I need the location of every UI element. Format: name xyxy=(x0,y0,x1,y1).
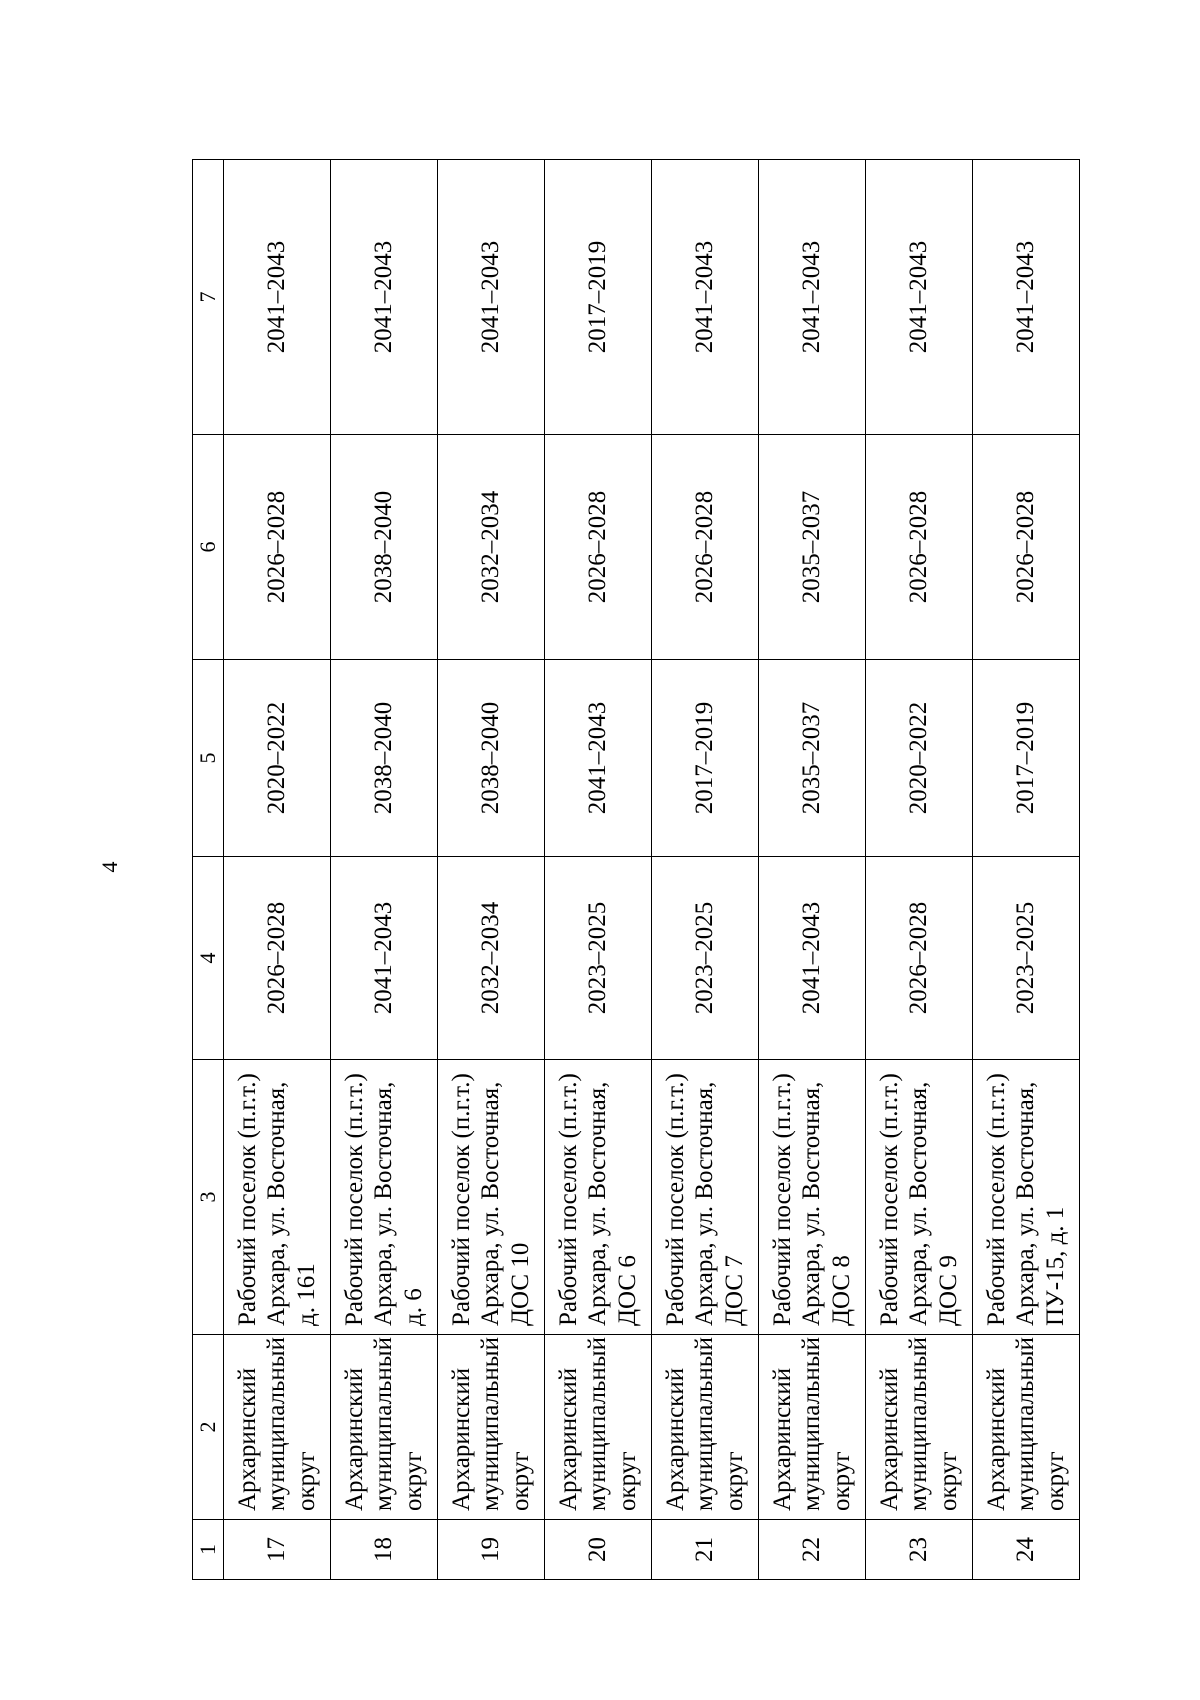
period-cell-7: 2041–2043 xyxy=(865,160,972,435)
period-cell-7: 2041–2043 xyxy=(972,160,1079,435)
period-cell-7: 2041–2043 xyxy=(223,160,330,435)
period-cell-6: 2035–2037 xyxy=(758,435,865,660)
period-cell-6: 2038–2040 xyxy=(330,435,437,660)
period-cell-5: 2017–2019 xyxy=(972,660,1079,857)
address-cell: Рабочий поселок (п.г.т.) Архара, ул. Восточная, д. 6 xyxy=(330,1060,437,1335)
period-cell-5: 2038–2040 xyxy=(330,660,437,857)
column-header-3: 3 xyxy=(193,1060,224,1335)
address-cell: Рабочий поселок (п.г.т.) Архара, ул. Восточная, ДОС 6 xyxy=(544,1060,651,1335)
row-number: 24 xyxy=(972,1520,1079,1580)
table-row xyxy=(437,160,544,1580)
period-cell-6: 2026–2028 xyxy=(223,435,330,660)
row-number: 18 xyxy=(330,1520,437,1580)
period-cell-6: 2026–2028 xyxy=(865,435,972,660)
period-cell-6: 2026–2028 xyxy=(972,435,1079,660)
period-cell-4: 2041–2043 xyxy=(758,857,865,1060)
table-container xyxy=(192,160,1112,1580)
period-cell-5: 2038–2040 xyxy=(437,660,544,857)
row-number: 22 xyxy=(758,1520,865,1580)
period-cell-5: 2017–2019 xyxy=(651,660,758,857)
address-cell: Рабочий поселок (п.г.т.) Архара, ул. Восточная, ДОС 9 xyxy=(865,1060,972,1335)
address-cell: Рабочий поселок (п.г.т.) Архара, ул. Восточная, ПУ-15, д. 1 xyxy=(972,1060,1079,1335)
period-cell-4: 2041–2043 xyxy=(330,857,437,1060)
column-header-1: 1 xyxy=(193,1520,224,1580)
column-header-7: 7 xyxy=(193,160,224,435)
period-cell-4: 2026–2028 xyxy=(865,857,972,1060)
address-cell: Рабочий поселок (п.г.т.) Архара, ул. Восточная, ДОС 7 xyxy=(651,1060,758,1335)
address-cell: Рабочий поселок (п.г.т.) Архара, ул. Восточная, ДОС 8 xyxy=(758,1060,865,1335)
period-cell-5: 2020–2022 xyxy=(223,660,330,857)
district-cell: Архаринский муниципальный округ xyxy=(544,1335,651,1520)
column-header-5: 5 xyxy=(193,660,224,857)
district-cell: Архаринский муниципальный округ xyxy=(865,1335,972,1520)
period-cell-4: 2026–2028 xyxy=(223,857,330,1060)
period-cell-5: 2020–2022 xyxy=(865,660,972,857)
row-number: 23 xyxy=(865,1520,972,1580)
district-cell: Архаринский муниципальный округ xyxy=(972,1335,1079,1520)
table-row xyxy=(972,160,1079,1580)
table-row xyxy=(651,160,758,1580)
district-cell: Архаринский муниципальный округ xyxy=(758,1335,865,1520)
period-cell-6: 2032–2034 xyxy=(437,435,544,660)
column-header-2: 2 xyxy=(193,1335,224,1520)
period-cell-7: 2041–2043 xyxy=(330,160,437,435)
column-header-6: 6 xyxy=(193,435,224,660)
table-row xyxy=(223,160,330,1580)
period-cell-7: 2041–2043 xyxy=(758,160,865,435)
schedule-table xyxy=(192,159,1080,1580)
row-number: 17 xyxy=(223,1520,330,1580)
period-cell-5: 2035–2037 xyxy=(758,660,865,857)
row-number: 19 xyxy=(437,1520,544,1580)
period-cell-4: 2023–2025 xyxy=(544,857,651,1060)
column-header-4: 4 xyxy=(193,857,224,1060)
district-cell: Архаринский муниципальный округ xyxy=(330,1335,437,1520)
table-row xyxy=(330,160,437,1580)
district-cell: Архаринский муниципальный округ xyxy=(437,1335,544,1520)
district-cell: Архаринский муниципальный округ xyxy=(223,1335,330,1520)
period-cell-5: 2041–2043 xyxy=(544,660,651,857)
period-cell-6: 2026–2028 xyxy=(544,435,651,660)
row-number: 21 xyxy=(651,1520,758,1580)
period-cell-4: 2032–2034 xyxy=(437,857,544,1060)
table-row xyxy=(865,160,972,1580)
page-number: 4 xyxy=(97,861,122,873)
row-number: 20 xyxy=(544,1520,651,1580)
period-cell-7: 2041–2043 xyxy=(437,160,544,435)
address-cell: Рабочий поселок (п.г.т.) Архара, ул. Восточная, д. 161 xyxy=(223,1060,330,1335)
table-row xyxy=(758,160,865,1580)
table-row xyxy=(544,160,651,1580)
period-cell-6: 2026–2028 xyxy=(651,435,758,660)
header-row xyxy=(193,160,224,1580)
period-cell-4: 2023–2025 xyxy=(972,857,1079,1060)
period-cell-7: 2017–2019 xyxy=(544,160,651,435)
district-cell: Архаринский муниципальный округ xyxy=(651,1335,758,1520)
period-cell-7: 2041–2043 xyxy=(651,160,758,435)
period-cell-4: 2023–2025 xyxy=(651,857,758,1060)
address-cell: Рабочий поселок (п.г.т.) Архара, ул. Восточная, ДОС 10 xyxy=(437,1060,544,1335)
